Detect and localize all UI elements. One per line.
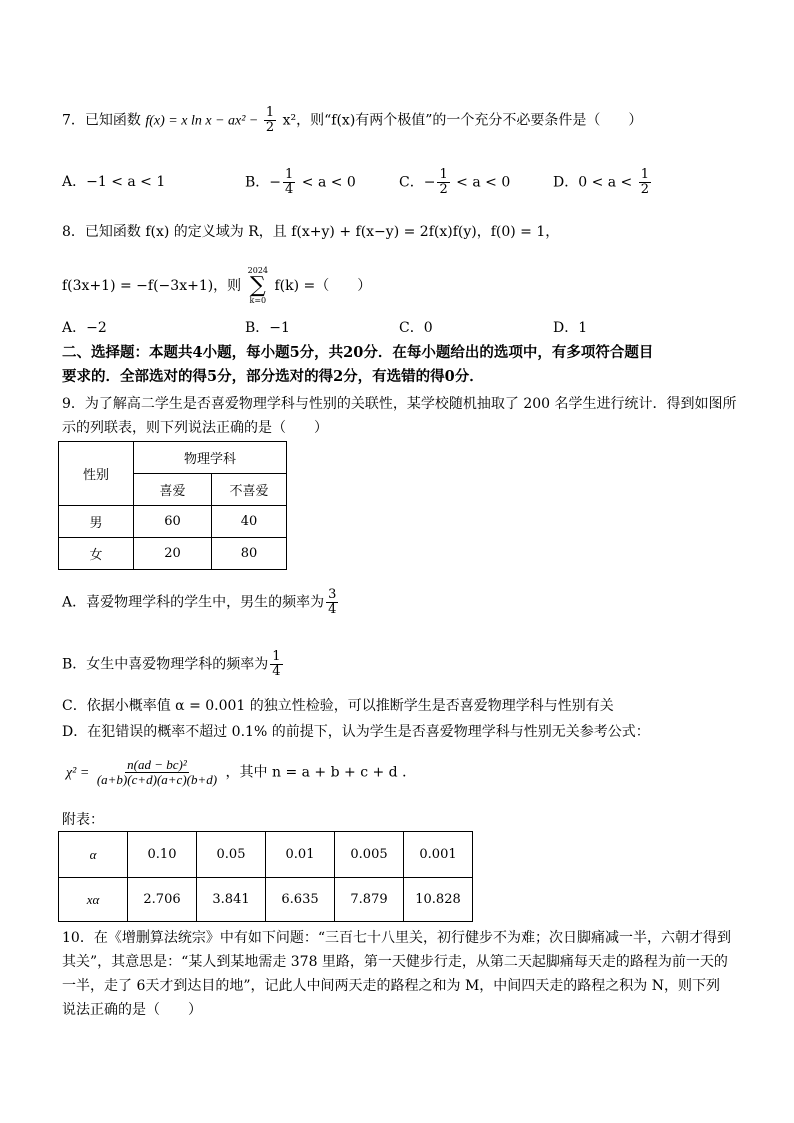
q8-option-d[interactable]: D．1 — [553, 320, 588, 336]
q9-option-d[interactable]: D．在犯错误的概率不超过 0.1% 的前提下，认为学生是否喜爱物理学科与性别无关参考公式： — [62, 724, 650, 740]
header-gender: 性别 — [59, 442, 134, 506]
q9-option-a[interactable]: A．喜爱物理学科的学生中，男生的频率为 $\frac{3}{4}$ — [62, 587, 337, 617]
fraction: $\frac{1}{2}$ — [265, 105, 275, 135]
q10-stem-line1: 10．在《增删算法统宗》中有如下问题：“三百七十八里关，初行健步不为难；次日脚痛减一半，六朝才得到 — [62, 930, 731, 946]
q8-option-b[interactable]: B．−1 — [245, 320, 290, 336]
q7-option-c[interactable]: C．− $\frac{1}{2}$ < a < 0 — [399, 167, 511, 197]
q7-option-b[interactable]: B．− $\frac{1}{4}$ < a < 0 — [245, 167, 356, 197]
x-alpha-label: xα — [59, 878, 128, 922]
q9-stem-line1: 9．为了解高二学生是否喜爱物理学科与性别的关联性，某学校随机抽取了 200 名学生进行统计．得到如图所 — [62, 396, 737, 412]
contingency-table — [58, 441, 287, 570]
critical-value-table: α 0.10 0.05 0.01 0.005 0.001 xα 2.706 3.841 6.635 7.879 10.828 — [58, 831, 473, 922]
q9-option-b[interactable]: B．女生中喜爱物理学科的频率为 $\frac{1}{4}$ — [62, 649, 281, 679]
section-heading-line2: 要求的．全部选对的得5分，部分选对的得2分，有选错的得0分． — [62, 368, 484, 385]
q7-option-d[interactable]: D．0 < a < $\frac{1}{2}$ — [553, 167, 650, 197]
q10-stem-line3: 一半，走了 6天才到达目的地”，记此人中间两天走的路程之和为 M，中间四天走的路程之积为 N，则下列 — [62, 978, 720, 994]
section-heading-line1: 二、选择题：本题共4小题，每小题5分，共20分．在每小题给出的选项中，有多项符合题目 — [62, 344, 654, 361]
q10-stem-line4: 说法正确的是（ ） — [62, 1002, 202, 1018]
table-row: 女 20 80 — [59, 538, 287, 570]
q8-option-a[interactable]: A．−2 — [62, 320, 107, 336]
summation: 2024 ∑ k=0 — [247, 266, 268, 305]
q9-option-c[interactable]: C．依据小概率值 α = 0.001 的独立性检验，可以推断学生是否喜爱物理学科与性别有关 — [62, 698, 614, 714]
header-subject: 物理学科 — [134, 442, 287, 474]
q7-stem: 7．已知函数 f(x) = x ln x − ax² − $\frac{1}{2}$ x²，则“f(x)有两个极值”的一个充分不必要条件是（ ） — [62, 105, 643, 135]
table-row: 男 60 40 — [59, 506, 287, 538]
appendix-label: 附表： — [62, 812, 104, 828]
q10-stem-line2: 其关”，其意思是：“某人到某地需走 378 里路，第一天健步行走，从第二天起脚痛每天走的路程为前一天的 — [62, 954, 728, 970]
header-like: 喜爱 — [134, 474, 212, 506]
chi-square-formula: χ² = $\frac{\text{n(ad − bc)²}}{(a+b)(c+d)(a+c)(b+d)}$ ，其中 n = a + b + c + d ． — [66, 757, 417, 787]
header-dislike: 不喜爱 — [212, 474, 287, 506]
alpha-label: α — [59, 832, 128, 878]
q8-stem-line1: 8．已知函数 f(x) 的定义域为 R，且 f(x+y) + f(x−y) = 2f(x)f(y)，f(0) = 1， — [62, 224, 560, 240]
q8-stem-line2: f(3x+1) = −f(−3x+1)，则 2024 ∑ k=0 f(k) =（ ） — [62, 266, 372, 305]
q7-option-a[interactable]: A．−1 < a < 1 — [62, 174, 166, 190]
q8-option-c[interactable]: C．0 — [399, 320, 433, 336]
q9-stem-line2: 示的列联表，则下列说法正确的是（ ） — [62, 420, 328, 436]
